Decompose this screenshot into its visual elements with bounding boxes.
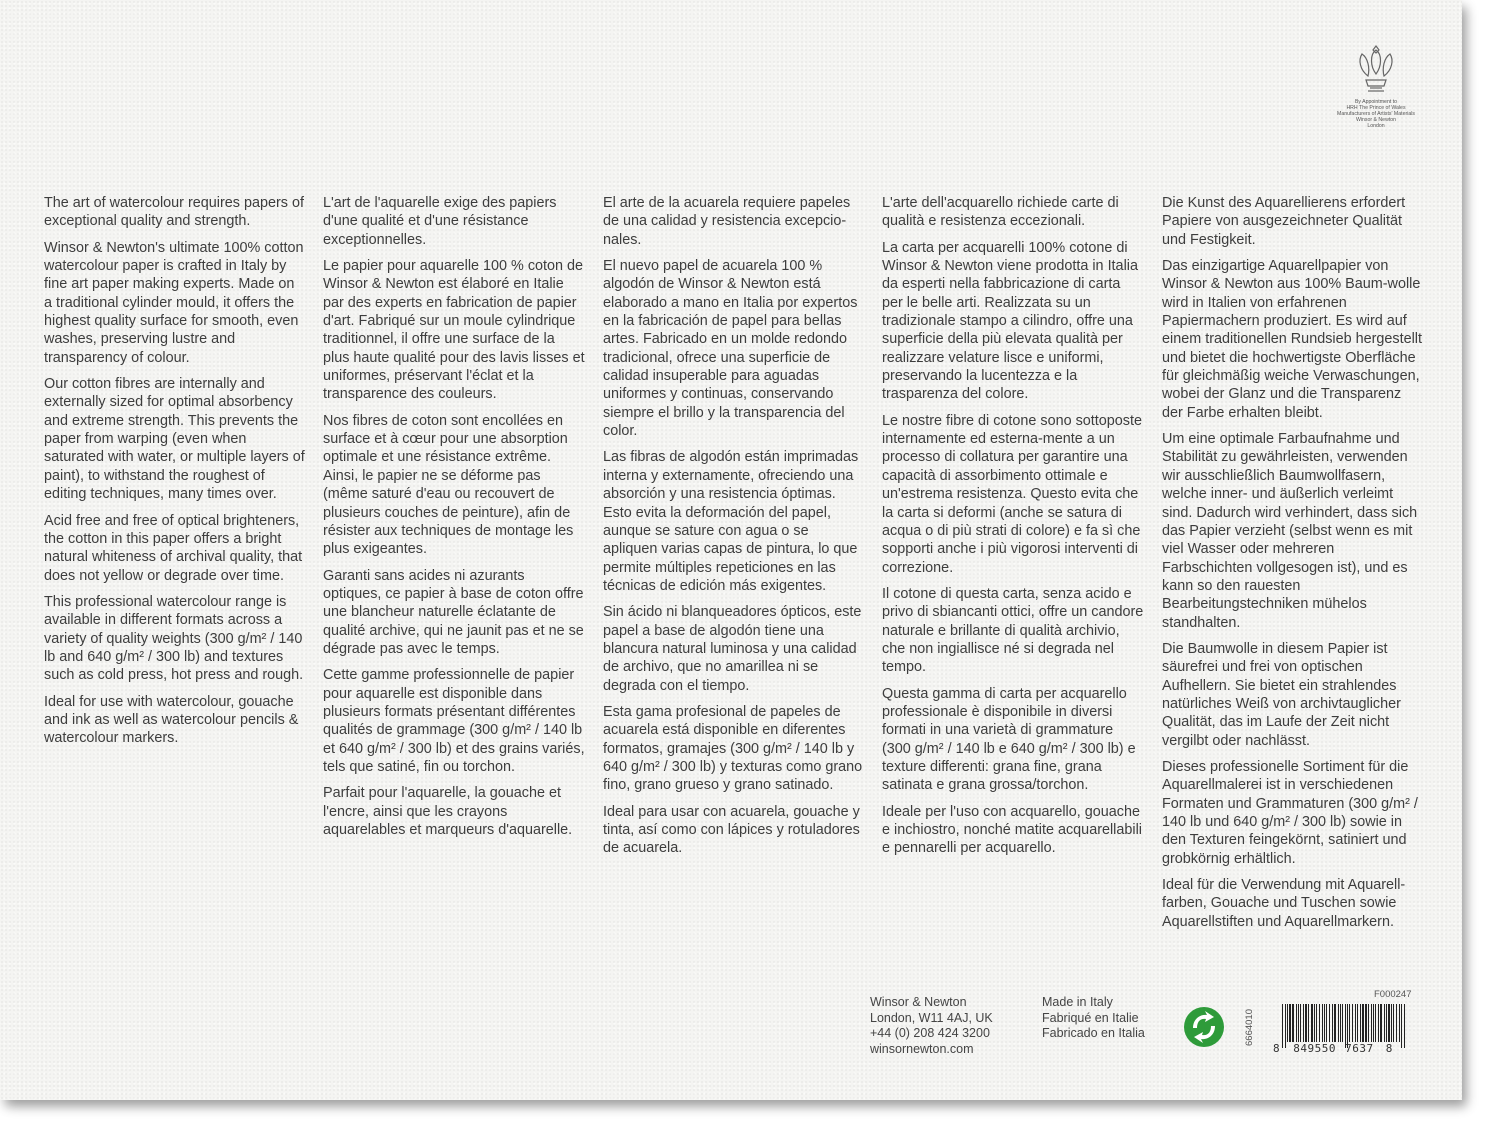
paragraph: Nos fibres de coton sont encollées en surface et à cœur pour une absorption optimale et une résistance extrême. Ainsi, le papier ne se déforme pas (même saturé d'eau ou recouvert de plusieurs couches de peinture), afin de résister aux techniques de montage les plus exigeantes. [323, 412, 574, 558]
barcode-digit-group: 7637 [1345, 1042, 1374, 1055]
barcode-bar [1305, 1004, 1306, 1042]
paragraph: Um eine optimale Farbaufnahme und Stabilität zu gewährleisten, verwenden wir ausschließlich Baumwollfasern, welche inner- und äußerlich verleimt sind. Dadurch wird verhindert, dass sich das Papier verzieht (selbst wenn es mit viel Wasser oder mehreren Farbschichten vollgesogen ist), und es kann so den rauesten Bearbeitungstechniken mühelos standhalten. [1162, 431, 1418, 631]
barcode-bar [1329, 1004, 1330, 1042]
paragraph: Dieses professionelle Sortiment für die Aquarellmalerei ist in verschiedenen Formaten und Grammaturen (300 g/m² / 140 lb und 640 g/m² / 300 lb) sowie in den Texturen feingekörnt, satiniert und grobkörnig erhältlich. [1162, 758, 1418, 867]
barcode-bar [1362, 1004, 1364, 1042]
barcode-bar [1303, 1004, 1304, 1042]
barcode-bar [1314, 1004, 1315, 1042]
warrant-line: HRH The Prince of Wales [1346, 105, 1406, 111]
barcode-bar [1371, 1004, 1372, 1042]
barcode-bar [1287, 1004, 1288, 1042]
column-french [323, 194, 585, 847]
paragraph: Winsor & Newton's ultimate 100% cotton watercolour paper is crafted in Italy by fine art paper making experts. Made on a traditional cylinder mould, it offers the highest quality surface for smooth, even washes, preserving lustre and transparency of colour. [44, 239, 304, 366]
warrant-line: Manufacturers of Artists' Materials [1337, 111, 1415, 117]
barcode-bar [1300, 1004, 1301, 1042]
barcode-bar [1338, 1004, 1339, 1042]
barcode-bar [1357, 1004, 1358, 1042]
paragraph: Sin ácido ni blanqueadores ópticos, este papel a base de algodón tiene una blancura natural luminosa y una calidad de archivo, que no amarillea ni se degrada con el tiempo. [603, 604, 862, 694]
paragraph: L'art de l'aquarelle exige des papiers d'une qualité et d'une résistance exceptionnelles. [323, 195, 557, 248]
address-line: +44 (0) 208 424 3200 [870, 1026, 990, 1040]
barcode-bar [1292, 1004, 1294, 1042]
paragraph: Las fibras de algodón están imprimadas interna y externamente, ofreciendo una absorción y una resistencia óptimas. Esto evita la deformación del papel, aunque se sature con agua o se apliquen varias capas de pintura, lo que permite múltiples repeticiones en las técnicas de edición más exigentes. [603, 449, 859, 594]
paragraph: Das einzigartige Aquarellpapier von Winsor & Newton aus 100% Baum-wolle wird in Italien von erfahrenen Papiermachern produziert. Es wird auf einem traditionellen Rundsieb hergestellt und bietet die hochwertigste Oberfläche für gleichmäßig weiche Verwaschungen, wobei der Glanz und die Transparenz der Farbe erhalten bleibt. [1162, 258, 1422, 421]
barcode-bar [1326, 1004, 1327, 1042]
barcode-bar [1355, 1004, 1356, 1042]
barcode-bar [1386, 1004, 1387, 1042]
barcode-bar [1298, 1004, 1299, 1042]
barcode-digit-group: 8 [1385, 1042, 1393, 1055]
paragraph: L'arte dell'acquarello richiede carte di qualità e resistenza eccezionali. [882, 195, 1119, 230]
barcode-bar [1296, 1004, 1297, 1042]
barcode-bar [1360, 1004, 1361, 1042]
paragraph: Ideal para usar con acuarela, gouache y tinta, así como con lápices y rotuladores de acuarela. [603, 803, 860, 857]
paragraph: Le papier pour aquarelle 100 % coton de Winsor & Newton est élaboré en Italie par des experts en fabrication de papier d'art. Fabriqué sur un moule cylindrique traditionnel, il offre une surface de la plus haute qualité pour des lavis lisses et uniformes, préservant l'éclat et la transparence des couleurs. [323, 258, 585, 403]
company-address [870, 995, 993, 1057]
barcode-bar [1342, 1004, 1343, 1042]
paragraph: El nuevo papel de acuarela 100 % algodón de Winsor & Newton está elaborado a mano en Italia por expertos en la fabricación de papel para bellas artes. Fabricado en un molde redondo tradicional, ofrece una superficie de calidad insuperable para aguadas uniformes y continuas, conservando siempre el brillo y la transparencia del color. [603, 258, 858, 440]
barcode-digits [1273, 1042, 1415, 1055]
green-dot-recycling-icon [1183, 1006, 1225, 1048]
barcode-bar [1384, 1004, 1385, 1042]
barcode-bar [1289, 1004, 1290, 1042]
barcode-bar [1375, 1004, 1376, 1042]
column-german [1162, 194, 1424, 939]
column-spanish [603, 194, 865, 866]
barcode [1273, 1004, 1415, 1056]
paragraph: Questa gamma di carta per acquarello professionale è disponibile in diversi formati in una varietà di grammature (300 g/m² / 140 lb e 640 g/m² / 300 lb) e texture differenti: grana fine, grana satinata e grana grossa/torchon. [882, 685, 1136, 794]
paragraph: Acid free and free of optical brighteners, the cotton in this paper offers a bright natural whiteness of archival quality, that does not yellow or degrade over time. [44, 512, 303, 584]
vertical-code: 6664010 [1244, 1009, 1255, 1046]
paragraph: Ideal for use with watercolour, gouache and ink as well as watercolour pencils & watercolour markers. [44, 693, 299, 747]
address-line: London, W11 4AJ, UK [870, 1010, 993, 1025]
warrant-line: London [1367, 123, 1385, 129]
paragraph: Il cotone di questa carta, senza acido e privo di sbiancanti ottici, offre un candore naturale e brillante di qualità archivio, che non ingiallisce né si degrada nel tempo. [882, 585, 1144, 676]
barcode-bar [1368, 1004, 1369, 1042]
column-italian [882, 194, 1144, 866]
barcode-bar [1388, 1004, 1389, 1042]
paragraph: Ideale per l'uso con acquarello, gouache e inchiostro, nonché matite acquarellabili e pennarelli per acquarello. [882, 803, 1142, 857]
barcode-bar [1399, 1004, 1400, 1042]
country-of-origin [1042, 995, 1145, 1042]
royal-warrant-text [1328, 99, 1424, 129]
website: winsornewton.com [870, 1041, 974, 1056]
paragraph: This professional watercolour range is available in different formats across a variety of quality weights (300 g/m² / 140 lb and 640 g/m² / 300 lb) and textures such as cold press, hot press and rough. [44, 593, 304, 684]
product-code: F000247 [1374, 989, 1412, 1000]
barcode-bar [1340, 1004, 1341, 1042]
barcode-bar [1308, 1004, 1309, 1042]
warrant-line: By Appointment to [1354, 99, 1398, 105]
paragraph: Die Kunst des Aquarellierens erfordert Papiere von ausgezeichneter Qualität und Festigkeit. [1162, 195, 1406, 248]
barcode-bar [1319, 1004, 1320, 1042]
barcode-bar [1373, 1004, 1374, 1042]
barcode-bar [1332, 1004, 1333, 1042]
barcode-bar [1396, 1004, 1397, 1042]
barcode-bar [1365, 1004, 1366, 1042]
paragraph: Parfait pour l'aquarelle, la gouache et l'encre, ainsi que les crayons aquarelables et marqueurs d'aquarelle. [323, 785, 573, 838]
origin-line: Fabriqué en Italie [1042, 1010, 1139, 1025]
barcode-digit-group: 849550 [1293, 1042, 1336, 1055]
paragraph: El arte de la acuarela requiere papeles de una calidad y resistencia excepcio-nales. [603, 195, 851, 248]
paragraph: Esta gama profesional de papeles de acuarela está disponible en diferentes formatos, gramajes (300 g/m² / 140 lb y 640 g/m² / 300 lb) y texturas como grano fino, grano grueso y grano satinado. [603, 703, 863, 794]
barcode-bar [1324, 1004, 1325, 1042]
barcode-icon [1282, 1004, 1406, 1042]
barcode-bar [1393, 1004, 1394, 1042]
barcode-bar [1391, 1004, 1392, 1042]
paragraph: Cette gamme professionnelle de papier pour aquarelle est disponible dans plusieurs formats présentant différentes qualités de grammage (300 g/m² / 140 lb et 640 g/m² / 300 lb) et des grains variés, tels que satiné, fin ou torchon. [323, 667, 585, 775]
barcode-bar [1311, 1004, 1313, 1042]
prince-of-wales-feathers-icon [1352, 44, 1400, 96]
paragraph: The art of watercolour requires papers of exceptional quality and strength. [44, 195, 304, 230]
barcode-bar [1322, 1004, 1323, 1042]
paragraph: Die Baumwolle in diesem Papier ist säurefrei und frei von optischen Aufhellern. Sie bietet ein strahlendes natürliches Weiß von archivtauglicher Qualität, das im Laufe der Zeit nicht vergilbt oder nachlässt. [1162, 640, 1401, 749]
barcode-digit-group: 8 [1273, 1042, 1281, 1055]
barcode-bar [1352, 1004, 1353, 1042]
barcode-bar [1334, 1004, 1336, 1042]
barcode-bar [1349, 1004, 1350, 1042]
barcode-bar [1380, 1004, 1382, 1042]
address-line: Winsor & Newton [870, 995, 967, 1009]
origin-line: Made in Italy [1042, 995, 1113, 1009]
column-english [44, 194, 306, 756]
barcode-bar [1378, 1004, 1379, 1042]
paragraph: Ideal für die Verwendung mit Aquarell-farben, Gouache und Tuschen sowie Aquarellstiften und Aquarellmarkern. [1162, 877, 1406, 930]
barcode-bar [1316, 1004, 1317, 1042]
origin-line: Fabricado en Italia [1042, 1026, 1145, 1040]
royal-warrant [1328, 44, 1424, 129]
paragraph: Garanti sans acides ni azurants optiques, ce papier à base de coton offre une blancheur naturelle éclatante de qualité archive, qui ne jaunit pas et ne se dégrade pas avec le temps. [323, 567, 584, 657]
paragraph: Our cotton fibres are internally and externally sized for optimal absorbency and extreme strength. This prevents the paper from warping (even when saturated with water, or multiple layers of paint), to withstand the roughest of editing techniques, many times over. [44, 376, 305, 503]
warrant-line: Winsor & Newton [1355, 117, 1397, 123]
paragraph: La carta per acquarelli 100% cotone di Winsor & Newton viene prodotta in Italia da esperti nella fabbricazione di carta per le belle arti. Realizzata su un tradizionale stampo a cilindro, offre una superficie della più elevata qualità per realizzare velature lisce e uniformi, preservando la lucentezza e la trasparenza del colore. [882, 239, 1138, 403]
paragraph: Le nostre fibre di cotone sono sottoposte internamente ed esterna-mente a un processo di collatura per garantire una capacità di assorbimento ottimale e un'estrema resistenza. Questo evita che la carta si deformi (anche se satura di acqua o di più strati di colore) e fa sì che sopporti anche i più vigorosi interventi di correzione. [882, 412, 1143, 576]
